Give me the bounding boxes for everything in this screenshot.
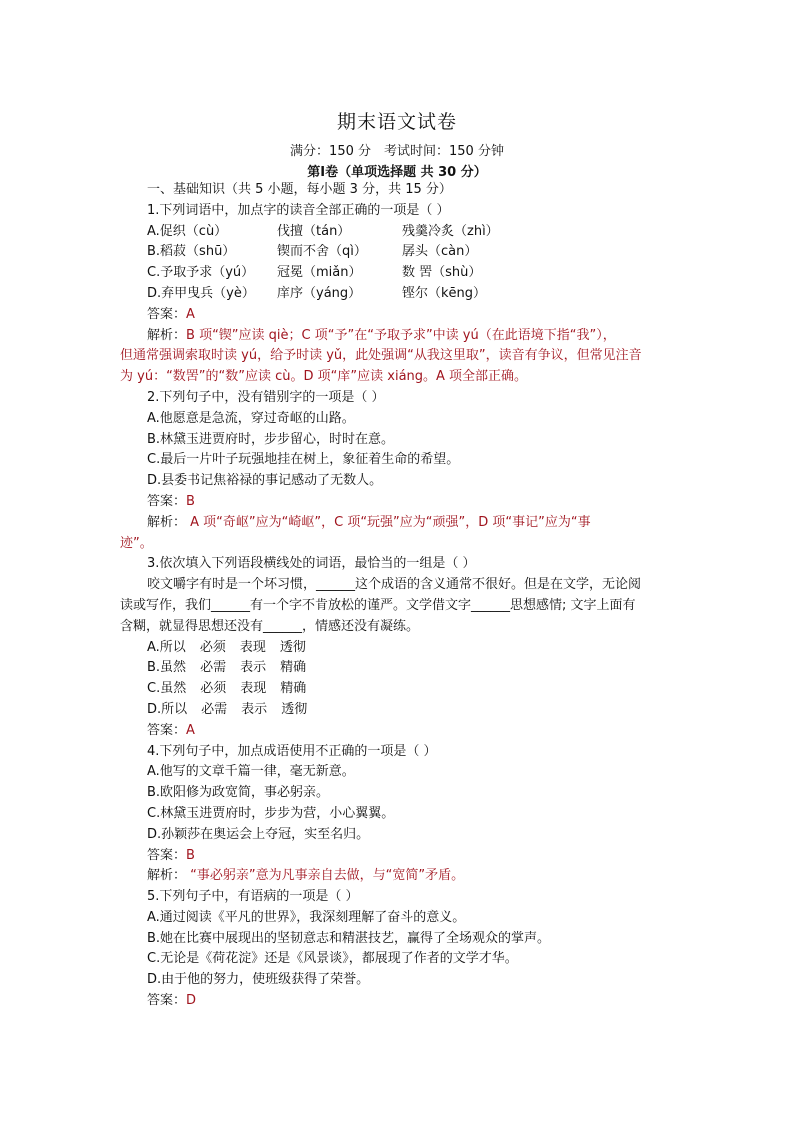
q5-option-d: D.由于他的努力，使班级获得了荣誉。 xyxy=(147,972,370,988)
q3-a-2: 必须 xyxy=(199,639,226,655)
question-2-stem: 2.下列句子中，没有错别字的一项是（ ） xyxy=(147,389,385,405)
q3-passage-line-2: 读或写作，我们______有一个字不肯放松的谨严。文学借文字______思想感情; 文字上面有 xyxy=(120,597,636,613)
q4-option-d: D.孙颖莎在奥运会上夺冠，实至名归。 xyxy=(147,826,370,842)
q1-c-2: 冠冕（miǎn） xyxy=(277,265,362,281)
q1-a-1: A.促织（cù） xyxy=(147,223,228,239)
answer-label: 答案： xyxy=(147,493,187,509)
q5-answer xyxy=(120,991,680,1012)
q1-analysis-line-2: 但通常强调索取时读 yú，给予时读 yǔ，此处强调“从我这里取”，读音有争议，但常见注音 xyxy=(120,348,642,364)
q1-option-d xyxy=(120,284,680,305)
analysis-label: 解析： xyxy=(147,327,187,343)
q2-option-c: C.最后一片叶子玩强地挂在树上，象征着生命的希望。 xyxy=(147,452,460,468)
q4-option-b: B.欧阳修为政宽简，事必躬亲。 xyxy=(147,785,330,801)
section-heading: 一、基础知识（共 5 小题，每小题 3 分，共 15 分） xyxy=(147,182,452,197)
q3-c-2: 必须 xyxy=(200,681,227,697)
q1-analysis-line-1 xyxy=(120,326,680,347)
q3-d-3: 表示 xyxy=(241,701,268,717)
q1-b-2: 锲而不舍（qì） xyxy=(277,244,367,260)
answer-label: 答案： xyxy=(147,847,187,863)
answer-value: D xyxy=(186,993,197,1009)
analysis-text: B 项“锲”应读 qiè；C 项“予”在“予取予求”中读 yú（在此语境下指“我”）， xyxy=(186,327,616,343)
q3-d-2: 必需 xyxy=(201,701,228,717)
q3-d-4: 透彻 xyxy=(281,701,308,717)
q4-option-a: A.他写的文章千篇一律，毫无新意。 xyxy=(147,764,355,780)
q3-b-4: 精确 xyxy=(280,660,307,676)
page-title: 期末语文试卷 xyxy=(336,111,457,133)
q3-c-1: C.虽然 xyxy=(147,681,187,697)
q2-analysis-line-1 xyxy=(120,513,680,534)
q1-answer xyxy=(120,305,680,326)
q1-option-a xyxy=(120,222,680,243)
q1-d-1: D.弃甲曳兵（yè） xyxy=(147,285,255,301)
q1-c-3: 数 罟（shù） xyxy=(402,265,482,281)
answer-label: 答案： xyxy=(147,722,187,738)
answer-label: 答案： xyxy=(147,993,187,1009)
question-5-stem: 5.下列句子中，有语病的一项是（ ） xyxy=(147,889,359,905)
q3-a-3: 表现 xyxy=(239,639,266,655)
q5-option-b: B.她在比赛中展现出的坚韧意志和精湛技艺，赢得了全场观众的掌声。 xyxy=(147,930,551,946)
answer-label: 答案： xyxy=(147,306,187,322)
q3-c-4: 精确 xyxy=(280,681,307,697)
q2-option-b: B.林黛玉进贾府时，步步留心，时时在意。 xyxy=(147,431,395,447)
analysis-label: 解析： xyxy=(147,514,187,530)
exam-content xyxy=(120,180,680,1012)
q1-d-2: 庠序（yáng） xyxy=(277,285,362,301)
q3-option-b xyxy=(120,658,680,679)
q2-option-d: D.县委书记焦裕禄的事记感动了无数人。 xyxy=(147,473,383,489)
q3-answer xyxy=(120,721,680,742)
answer-value: B xyxy=(186,847,195,863)
q1-d-3: 铿尔（kēng） xyxy=(402,285,487,301)
q1-c-1: C.予取予求（yú） xyxy=(147,265,255,281)
q4-answer xyxy=(120,846,680,867)
q3-option-a xyxy=(120,638,680,659)
q1-option-b xyxy=(120,242,680,263)
analysis-text: “事必躬亲”意为凡事亲自去做，与“宽简”矛盾。 xyxy=(186,868,465,884)
exam-meta: 满分：150 分 考试时间：150 分钟 xyxy=(290,144,504,159)
q3-c-3: 表现 xyxy=(240,681,267,697)
q2-answer xyxy=(120,492,680,513)
answer-value: B xyxy=(186,493,195,509)
q3-passage-line-3: 含糊，就显得思想还没有______，情感还没有凝练。 xyxy=(120,618,420,634)
q5-option-c: C.无论是《荷花淀》还是《风景谈》，都展现了作者的文学才华。 xyxy=(147,951,518,967)
q1-a-3: 残羹冷炙（zhì） xyxy=(402,223,499,239)
q3-b-2: 必需 xyxy=(200,660,227,676)
question-1-stem: 1.下列词语中，加点字的读音全部正确的一项是（ ） xyxy=(147,202,450,218)
q3-passage-line-1: 咬文嚼字有时是一个坏习惯，______这个成语的含义通常不很好。但是在文学，无论阅 xyxy=(147,577,642,593)
q3-a-4: 透彻 xyxy=(279,639,306,655)
q3-option-c xyxy=(120,679,680,700)
q5-option-a: A.通过阅读《平凡的世界》，我深刻理解了奋斗的意义。 xyxy=(147,909,466,925)
analysis-label: 解析： xyxy=(147,868,187,884)
q1-b-1: B.稻菽（shū） xyxy=(147,244,236,260)
q3-b-3: 表示 xyxy=(240,660,267,676)
q1-b-3: 孱头（càn） xyxy=(402,244,478,260)
part-heading: 第Ⅰ卷（单项选择题 共 30 分） xyxy=(307,165,487,180)
q2-analysis-line-2: 迹”。 xyxy=(120,535,153,551)
q3-d-1: D.所以 xyxy=(147,701,188,717)
answer-value: A xyxy=(186,306,195,322)
q2-option-a: A.他愿意是急流，穿过奇岖的山路。 xyxy=(147,410,355,426)
q4-option-c: C.林黛玉进贾府时，步步为营，小心翼翼。 xyxy=(147,805,395,821)
q3-b-1: B.虽然 xyxy=(147,660,187,676)
analysis-text: A 项“奇岖”应为“崎岖”，C 项“玩强”应为“顽强”，D 项“事记”应为“事 xyxy=(186,514,591,530)
question-3-stem: 3.依次填入下列语段横线处的词语，最恰当的一组是（ ） xyxy=(147,556,476,572)
answer-value: A xyxy=(186,722,195,738)
question-4-stem: 4.下列句子中，加点成语使用不正确的一项是（ ） xyxy=(147,743,437,759)
q3-a-1: A.所以 xyxy=(147,639,186,655)
q3-option-d xyxy=(120,700,680,721)
q4-analysis-line-1 xyxy=(120,866,680,887)
q1-option-c xyxy=(120,263,680,284)
q1-analysis-line-3: 为 yú：“数罟”的“数”应读 cù。D 项“庠”应读 xiáng。A 项全部正确。 xyxy=(120,369,528,385)
q1-a-2: 伐擅（tán） xyxy=(277,223,351,239)
